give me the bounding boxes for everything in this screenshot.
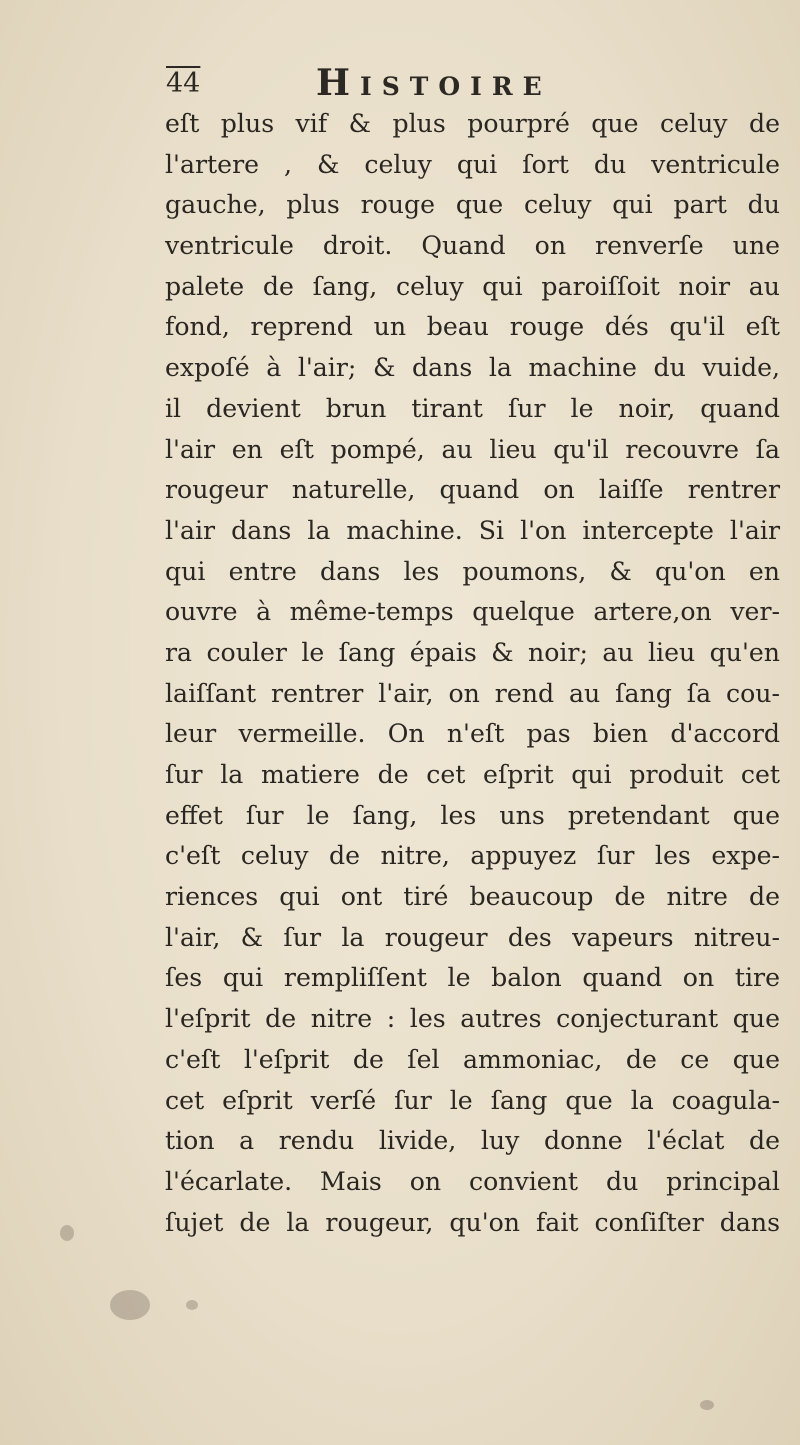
- text-line: eſt plus vif & plus pourpré que celuy de: [165, 109, 780, 138]
- text-line: l'air dans la machine. Si l'on intercepte l'air: [165, 515, 780, 545]
- text-line: leur vermeille. On n'eſt pas bien d'accord: [165, 719, 780, 749]
- text-line: qui entre dans les poumons, & qu'on en: [165, 556, 780, 586]
- text-line: cet eſprit verſé ſur le ſang que la coagula-: [165, 1085, 780, 1115]
- text-line: l'eſprit de nitre : les autres conjecturant que: [165, 1004, 780, 1034]
- stain-mark: [186, 1300, 198, 1310]
- page-header: [166, 62, 766, 106]
- page-number: 44: [166, 68, 201, 99]
- text-line: effet ſur le ſang, les uns pretendant que: [165, 800, 780, 830]
- stain-mark: [700, 1400, 714, 1410]
- text-line: ventricule droit. Quand on renverſe une: [165, 231, 780, 261]
- text-line: ouvre à même-temps quelque artere,on ver-: [165, 597, 780, 627]
- running-title: Histoire: [316, 62, 552, 104]
- text-line: il devient brun tirant ſur le noir, quand: [165, 393, 780, 423]
- text-line: fond, reprend un beau rouge dés qu'il eſt: [165, 312, 780, 342]
- text-line: gauche, plus rouge que celuy qui part du: [165, 190, 780, 220]
- text-line: c'eſt l'eſprit de ſel ammoniac, de ce que: [165, 1044, 780, 1074]
- text-line: rougeur naturelle, quand on laiſſe rentrer: [165, 475, 780, 505]
- body-text: [165, 104, 780, 1243]
- text-line: c'eſt celuy de nitre, appuyez ſur les expe-: [165, 841, 780, 871]
- text-line: riences qui ont tiré beaucoup de nitre de: [165, 882, 780, 912]
- text-line: ſujet de la rougeur, qu'on fait conſiſter dans: [165, 1207, 780, 1237]
- stain-mark: [110, 1290, 150, 1320]
- text-line: expoſé à l'air; & dans la machine du vuide,: [165, 353, 780, 383]
- text-line: l'artere , & celuy qui ſort du ventricule: [165, 149, 780, 179]
- text-line: ſur la matiere de cet eſprit qui produit cet: [165, 760, 780, 789]
- text-line: palete de ſang, celuy qui paroiſſoit noir au: [165, 271, 780, 301]
- stain-mark: [60, 1225, 74, 1241]
- text-line: laiſſant rentrer l'air, on rend au ſang ſa cou-: [165, 678, 780, 708]
- text-line: l'air, & ſur la rougeur des vapeurs nitreu-: [165, 922, 780, 952]
- text-line: l'écarlate. Mais on convient du principal: [165, 1166, 780, 1196]
- text-line: tion a rendu livide, luy donne l'éclat de: [165, 1126, 780, 1156]
- text-line: ra couler le ſang épais & noir; au lieu qu'en: [165, 637, 780, 667]
- text-line: l'air en eſt pompé, au lieu qu'il recouvre ſa: [165, 434, 780, 464]
- text-line: ſes qui rempliſſent le balon quand on tire: [165, 963, 780, 993]
